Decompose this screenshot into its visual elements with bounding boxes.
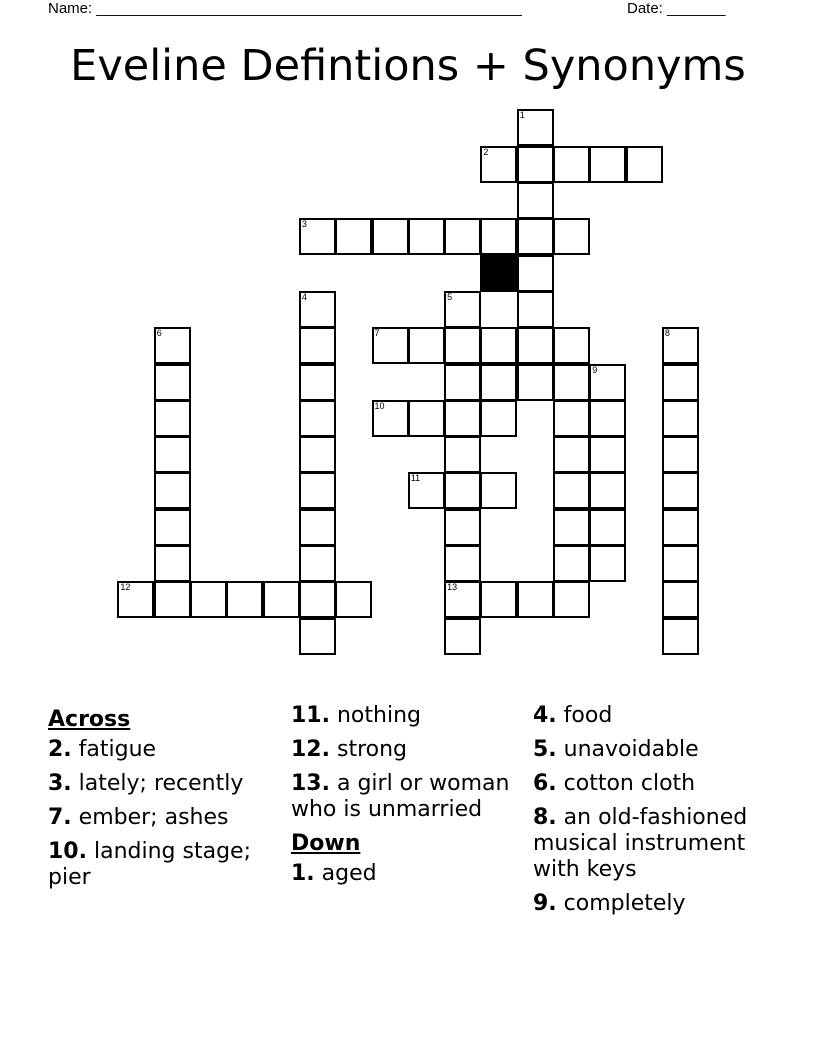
grid-cell[interactable] [553, 400, 590, 437]
grid-cell[interactable] [480, 218, 517, 255]
clue-number: 10. [48, 839, 87, 864]
grid-cell[interactable] [480, 400, 517, 437]
grid-cell[interactable] [299, 291, 336, 328]
clue-number: 13. [291, 771, 330, 796]
grid-cell[interactable] [662, 400, 699, 437]
grid-cell[interactable] [553, 545, 590, 582]
grid-cell[interactable] [480, 581, 517, 618]
grid-cell[interactable] [444, 291, 481, 328]
clue-item [291, 771, 536, 823]
grid-cell[interactable] [589, 436, 626, 473]
grid-cell[interactable] [517, 218, 554, 255]
clue-text: unavoidable [556, 737, 699, 762]
clue-text: strong [329, 737, 407, 762]
clue-text: an old-fashioned musical instrument with keys [533, 805, 748, 882]
clue-item [291, 737, 536, 763]
grid-cell[interactable] [517, 291, 554, 328]
clue-number: 8. [533, 805, 557, 830]
grid-cell[interactable] [662, 618, 699, 655]
grid-cell[interactable] [589, 509, 626, 546]
grid-cell[interactable] [589, 146, 626, 183]
grid-cell[interactable] [372, 218, 409, 255]
grid-cell[interactable] [517, 146, 554, 183]
name-line: ___________________________________________________ [96, 0, 522, 17]
clues-column-2 [291, 703, 536, 895]
grid-cell[interactable] [408, 218, 445, 255]
clue-item [533, 805, 773, 883]
grid-cell[interactable] [154, 364, 191, 401]
clue-number: 12. [291, 737, 330, 762]
clue-number: 7. [48, 805, 72, 830]
grid-cell[interactable] [553, 436, 590, 473]
grid-cell[interactable] [589, 545, 626, 582]
grid-cell[interactable] [553, 581, 590, 618]
grid-cell[interactable] [117, 581, 154, 618]
clue-item [291, 703, 536, 729]
grid-cell[interactable] [553, 364, 590, 401]
clue-item [533, 771, 773, 797]
clue-number: 6. [533, 771, 557, 796]
cell-number: 11 [410, 473, 421, 484]
grid-cell[interactable] [444, 400, 481, 437]
grid-cell[interactable] [299, 218, 336, 255]
grid-cell[interactable] [299, 581, 336, 618]
date-line: _______ [667, 0, 726, 17]
grid-cell[interactable] [480, 364, 517, 401]
grid-cell[interactable] [662, 472, 699, 509]
grid-cell[interactable] [408, 472, 445, 509]
clue-item [533, 703, 773, 729]
clue-item [48, 771, 293, 797]
cell-number: 13 [447, 582, 458, 593]
grid-cell[interactable] [154, 327, 191, 364]
cell-number: 6 [156, 328, 162, 339]
grid-cell[interactable] [444, 509, 481, 546]
grid-cell[interactable] [263, 581, 300, 618]
grid-cell[interactable] [662, 581, 699, 618]
cell-number: 8 [664, 328, 670, 339]
grid-cell[interactable] [589, 364, 626, 401]
grid-cell[interactable] [553, 327, 590, 364]
grid-cell[interactable] [517, 109, 554, 146]
grid-cell[interactable] [154, 581, 191, 618]
grid-cell[interactable] [589, 472, 626, 509]
cell-number: 9 [592, 364, 598, 375]
grid-cell[interactable] [372, 327, 409, 364]
cell-number: 4 [301, 291, 307, 302]
clue-item [48, 839, 293, 891]
grid-cell[interactable] [408, 327, 445, 364]
cell-number: 5 [447, 291, 453, 302]
clue-text: nothing [329, 703, 421, 728]
clue-item [291, 861, 536, 887]
clue-number: 5. [533, 737, 557, 762]
clue-number: 3. [48, 771, 72, 796]
grid-cell[interactable] [480, 327, 517, 364]
grid-cell[interactable] [444, 581, 481, 618]
clue-item [533, 891, 773, 917]
clue-text: food [556, 703, 613, 728]
black-cell [480, 255, 517, 292]
grid-cell[interactable] [299, 436, 336, 473]
grid-cell[interactable] [517, 327, 554, 364]
grid-cell[interactable] [517, 364, 554, 401]
clue-text: aged [314, 861, 377, 886]
grid-cell[interactable] [553, 146, 590, 183]
clue-text: ember; ashes [71, 805, 229, 830]
grid-cell[interactable] [662, 545, 699, 582]
cell-number: 3 [301, 219, 307, 230]
clue-number: 1. [291, 861, 315, 886]
clue-number: 4. [533, 703, 557, 728]
grid-cell[interactable] [444, 364, 481, 401]
grid-cell[interactable] [299, 400, 336, 437]
grid-cell[interactable] [662, 327, 699, 364]
grid-cell[interactable] [480, 146, 517, 183]
grid-cell[interactable] [626, 146, 663, 183]
clues-column-3 [533, 703, 773, 925]
grid-cell[interactable] [662, 364, 699, 401]
clue-text: completely [556, 891, 686, 916]
grid-cell[interactable] [408, 400, 445, 437]
grid-cell[interactable] [444, 327, 481, 364]
clue-number: 2. [48, 737, 72, 762]
clue-number: 9. [533, 891, 557, 916]
cell-number: 7 [374, 328, 380, 339]
grid-cell[interactable] [226, 581, 263, 618]
grid-cell[interactable] [553, 472, 590, 509]
cell-number: 10 [374, 400, 385, 411]
grid-cell[interactable] [299, 327, 336, 364]
grid-cell[interactable] [335, 581, 372, 618]
grid-cell[interactable] [154, 472, 191, 509]
grid-cell[interactable] [154, 436, 191, 473]
grid-cell[interactable] [517, 182, 554, 219]
grid-cell[interactable] [444, 618, 481, 655]
clue-item [533, 737, 773, 763]
clue-item [48, 805, 293, 831]
grid-cell[interactable] [553, 218, 590, 255]
grid-cell[interactable] [444, 436, 481, 473]
grid-cell[interactable] [299, 364, 336, 401]
across-heading: Across [48, 707, 131, 732]
grid-cell[interactable] [299, 509, 336, 546]
grid-cell[interactable] [154, 400, 191, 437]
grid-cell[interactable] [662, 436, 699, 473]
grid-cell[interactable] [335, 218, 372, 255]
clue-text: landing stage; pier [48, 839, 251, 890]
grid-cell[interactable] [299, 545, 336, 582]
clue-text: cotton cloth [556, 771, 696, 796]
grid-cell[interactable] [299, 618, 336, 655]
grid-cell[interactable] [517, 581, 554, 618]
grid-cell[interactable] [154, 545, 191, 582]
grid-cell[interactable] [190, 581, 227, 618]
cell-number: 12 [120, 582, 131, 593]
down-heading: Down [291, 831, 361, 856]
grid-cell[interactable] [444, 545, 481, 582]
clue-item [48, 737, 293, 763]
name-label: Name: [48, 0, 93, 17]
grid-cell[interactable] [480, 472, 517, 509]
grid-cell[interactable] [553, 509, 590, 546]
clues-column-1 [48, 703, 293, 899]
grid-cell[interactable] [444, 218, 481, 255]
grid-cell[interactable] [589, 400, 626, 437]
grid-cell[interactable] [517, 255, 554, 292]
clue-text: a girl or woman who is unmarried [291, 771, 510, 822]
clue-number: 11. [291, 703, 330, 728]
clue-text: lately; recently [71, 771, 244, 796]
cell-number: 2 [483, 146, 489, 157]
grid-cell[interactable] [444, 472, 481, 509]
page-title: Eveline Defintions + Synonyms [70, 41, 746, 91]
grid-cell[interactable] [662, 509, 699, 546]
clue-text: fatigue [71, 737, 157, 762]
date-label: Date: [627, 0, 663, 17]
cell-number: 1 [519, 110, 525, 121]
grid-cell[interactable] [372, 400, 409, 437]
grid-cell[interactable] [299, 472, 336, 509]
grid-cell[interactable] [154, 509, 191, 546]
